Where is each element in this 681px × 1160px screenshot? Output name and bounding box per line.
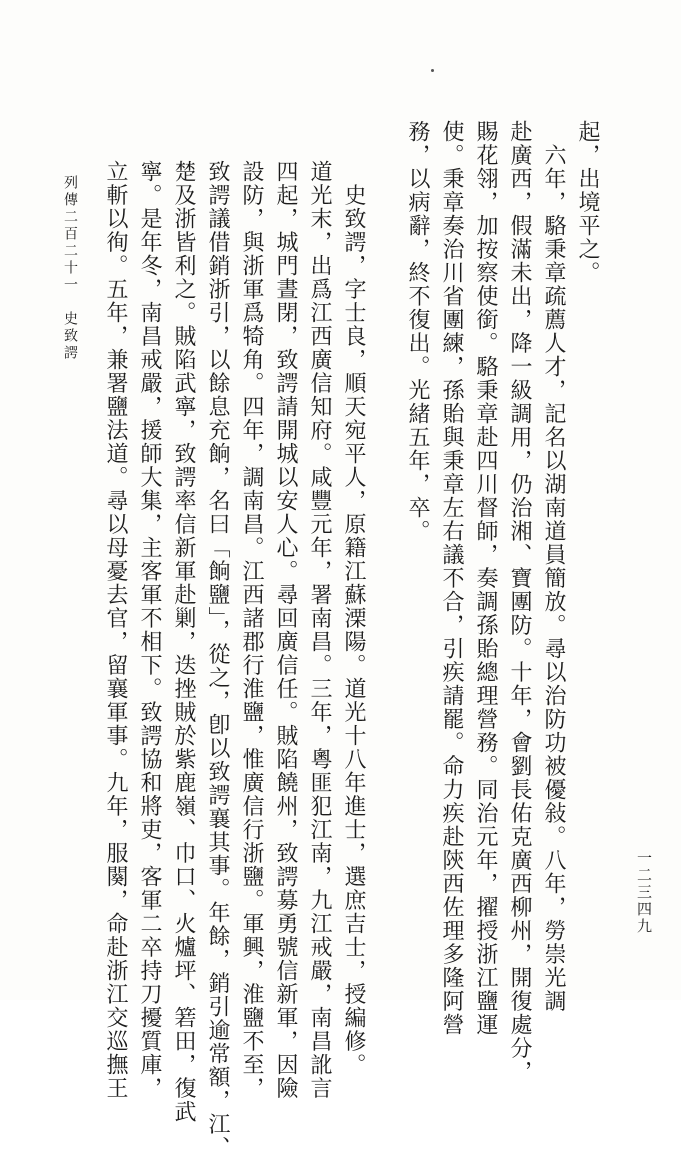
text-column-6: 務，以病辭，終不復出。光緒五年，卒。 [405, 120, 430, 543]
text-column-4: 賜花翎，加按察使銜。駱秉章赴四川督師，奏調孫貽總理營務。同治元年，擢授浙江鹽運 [473, 120, 498, 1037]
text-column-9: 四起，城門晝閉，致諤請開城以安人心。尋回廣信任。賊陷饒州，致諤募勇號信新軍，因險 [273, 160, 298, 1100]
scan-speck [431, 69, 434, 72]
text-column-11: 致諤議借銷浙引，以餘息充餉，名曰「餉鹽」，從之，卽以致諤襄其事。年餘，銷引逾常額，江、 [205, 160, 230, 1160]
text-column-12: 楚及浙皆利之。賊陷武寧，致諤率信新軍赴剿，迭挫賊於紫鹿嶺、巾口、火爐坪、箬田，復武 [171, 160, 196, 1124]
text-column-14: 立斬以徇。五年，兼署鹽法道。尋以母憂去官，留襄軍事。九年，服闋，命赴浙江交巡撫王 [103, 160, 128, 1100]
text-column-13: 寧。是年冬，南昌戒嚴，援師大集，主客軍不相下。致諤協和將吏，客軍二卒持刀擾質庫， [137, 160, 162, 1100]
text-column-1: 起，出境平之。 [575, 120, 600, 285]
page-number: 一二三四九 [635, 850, 653, 935]
text-column-7: 史致諤，字士良，順天宛平人，原籍江蘇溧陽。道光十八年進士，選庶吉士，授編修。 [341, 160, 366, 1077]
text-column-8: 道光末，出爲江西廣信知府。咸豐元年，署南昌。三年，粵匪犯江南，九江戒嚴，南昌訛言 [307, 160, 332, 1100]
text-column-3: 赴廣西，假滿未出，降一級調用，仍治湘、寶團防。十年，會劉長佑克廣西柳州，開復處分， [507, 120, 532, 1084]
text-column-10: 設防，與浙軍爲犄角。四年，調南昌。江西諸郡行淮鹽，惟廣信行浙鹽。軍興，淮鹽不至， [239, 160, 264, 1100]
text-column-2: 六年，駱秉章疏薦人才，記名以湖南道員簡放。尋以治防功被優敍。八年，勞崇光調 [541, 120, 566, 1013]
margin-label: 列傳二百二十一 史致諤 [62, 175, 78, 362]
text-column-5: 使。秉章奏治川省團練，孫貽與秉章左右議不合，引疾請罷。命力疾赴陝西佐理多隆阿營 [439, 120, 464, 1037]
